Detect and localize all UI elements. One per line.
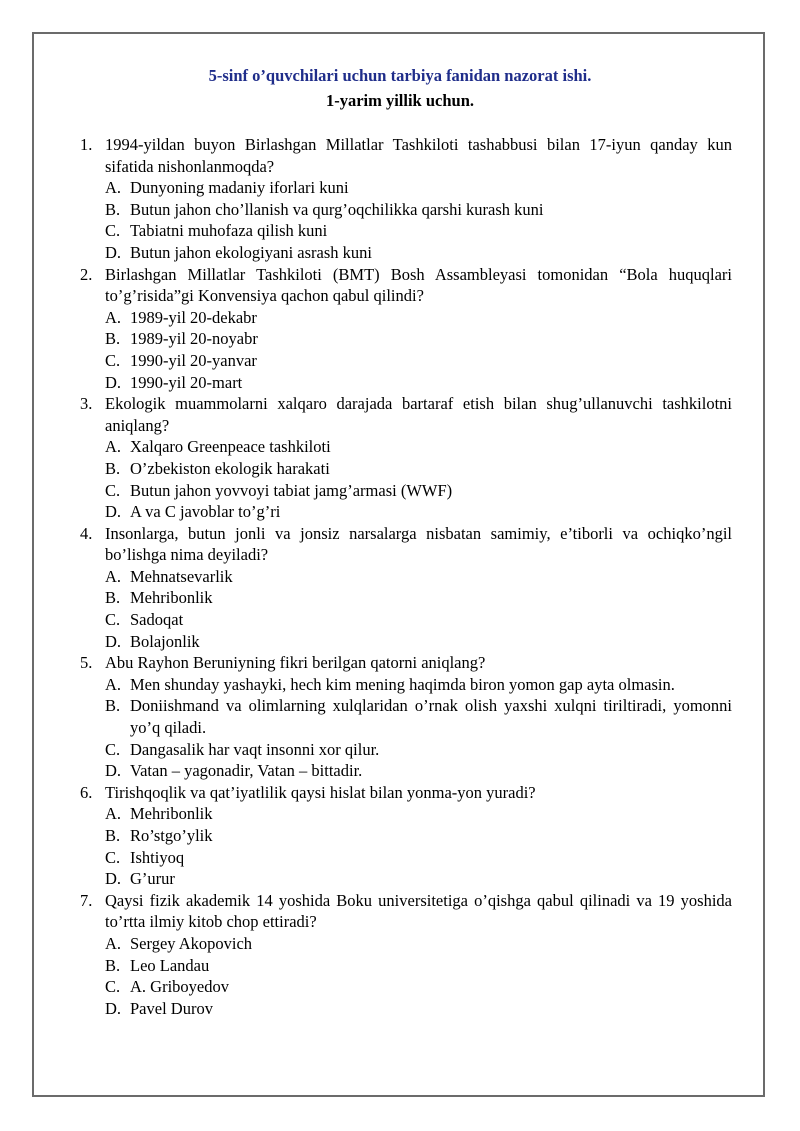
option-text: 1989-yil 20-noyabr (130, 329, 258, 349)
question-number: 6. (80, 782, 93, 802)
option-letter: A. (105, 933, 122, 953)
option-text: G’urur (130, 869, 175, 889)
option-text: Leo Landau (130, 955, 210, 975)
option-text: Dunyoning madaniy iforlari kuni (130, 178, 349, 198)
question-text: Birlashgan Millatlar Tashkiloti (BMT) Bosh Assambleyasi tomonidan “Bola huquqlari to’g’risida”gi Konvensiya qachon qabul qilindi? (105, 264, 732, 306)
option-letter: B. (105, 199, 121, 219)
question-number: 7. (80, 890, 93, 910)
option-letter: B. (105, 329, 121, 349)
option-text: Mehribonlik (130, 588, 213, 608)
option-letter: D. (105, 631, 122, 651)
question-text: Abu Rayhon Beruniyning fikri berilgan qatorni aniqlang? (105, 653, 486, 673)
question-item (80, 523, 732, 653)
option-letter: A. (105, 804, 122, 824)
answer-option (105, 372, 732, 394)
option-text: O’zbekiston ekologik harakati (130, 458, 330, 478)
option-text: Ishtiyoq (130, 847, 185, 867)
answer-option (105, 177, 732, 199)
option-letter: D. (105, 998, 122, 1018)
option-letter: B. (105, 696, 121, 716)
question-item (80, 890, 732, 1020)
question-item (80, 652, 732, 782)
answer-option (105, 825, 732, 847)
answer-option (105, 436, 732, 458)
option-text: Mehribonlik (130, 804, 213, 824)
question-text: Tirishqoqlik va qat’iyatlilik qaysi hislat bilan yonma-yon yuradi? (105, 782, 536, 802)
option-text: Butun jahon yovvoyi tabiat jamg’armasi (WWF) (130, 480, 453, 500)
answer-option (105, 739, 732, 761)
answer-option (105, 868, 732, 890)
answer-option (105, 847, 732, 869)
option-letter: D. (105, 242, 122, 262)
option-letter: A. (105, 566, 122, 586)
answer-option (105, 566, 732, 588)
question-item (80, 264, 732, 394)
option-letter: C. (105, 977, 121, 997)
option-text: Pavel Durov (130, 998, 213, 1018)
option-letter: A. (105, 307, 122, 327)
answer-option (105, 458, 732, 480)
answer-option (105, 631, 732, 653)
question-number: 2. (80, 264, 93, 284)
option-text: 1989-yil 20-dekabr (130, 307, 257, 327)
option-text: Tabiatni muhofaza qilish kuni (130, 221, 328, 241)
question-item (80, 782, 732, 890)
option-letter: C. (105, 610, 121, 630)
answer-option (105, 307, 732, 329)
page-title: 5-sinf o’quvchilari uchun tarbiya fanidan nazorat ishi. (208, 66, 592, 85)
answer-option (105, 501, 732, 523)
answer-option (105, 998, 732, 1020)
answer-option (105, 199, 732, 221)
option-text: A. Griboyedov (130, 977, 229, 997)
answer-option (105, 803, 732, 825)
option-letter: B. (105, 588, 121, 608)
option-letter: D. (105, 372, 122, 392)
question-text: Insonlarga, butun jonli va jonsiz narsalarga nisbatan samimiy, e’tiborli va ochiqko’ngil bo’lishga nima deyiladi? (105, 523, 732, 565)
option-letter: D. (105, 869, 122, 889)
option-text: Men shunday yashayki, hech kim mening haqimda biron yomon gap ayta olmasin. (130, 674, 675, 694)
answer-option (105, 760, 732, 782)
answer-option (105, 242, 732, 264)
option-letter: B. (105, 826, 121, 845)
option-letter: C. (105, 480, 121, 500)
answer-option (105, 695, 732, 738)
answer-option (105, 328, 732, 350)
option-text: Vatan – yagonadir, Vatan – bittadir. (130, 761, 363, 781)
option-text: Butun jahon cho’llanish va qurg’oqchilikka qarshi kurash kuni (130, 199, 544, 219)
option-letter: A. (105, 178, 122, 198)
answer-option (105, 933, 732, 955)
option-letter: B. (105, 955, 121, 975)
option-letter: D. (105, 761, 122, 781)
option-text: Mehnatsevarlik (130, 566, 233, 586)
question-text: 1994-yildan buyon Birlashgan Millatlar Tashkiloti tashabbusi bilan 17-iyun qanday kun sifatida nishonlanmoqda? (105, 135, 732, 176)
answer-option (105, 480, 732, 502)
answer-option (105, 587, 732, 609)
answer-option (105, 976, 732, 998)
answer-option (105, 350, 732, 372)
question-number: 1. (80, 135, 93, 154)
option-text: A va C javoblar to’g’ri (130, 502, 281, 522)
question-item (80, 393, 732, 523)
option-letter: A. (105, 437, 122, 457)
question-text: Qaysi fizik akademik 14 yoshida Boku universitetiga o’qishga qabul qilinadi va 19 yoshida to’rtta ilmiy kitob chop ettiradi? (105, 890, 732, 932)
option-text: Sergey Akopovich (130, 933, 253, 953)
option-letter: C. (105, 739, 121, 759)
option-text: Xalqaro Greenpeace tashkiloti (130, 437, 331, 457)
option-letter: A. (105, 674, 122, 694)
answer-option (105, 955, 732, 977)
option-letter: C. (105, 350, 121, 370)
option-text: Ro’stgo’ylik (130, 826, 213, 845)
option-text: Sadoqat (130, 610, 184, 630)
page-subtitle: 1-yarim yillik uchun. (325, 91, 475, 110)
option-letter: B. (105, 458, 121, 478)
option-text: 1990-yil 20-mart (130, 372, 243, 392)
question-text: Ekologik muammolarni xalqaro darajada bartaraf etish bilan shug’ullanuvchi tashkilotni aniqlang? (105, 394, 732, 435)
option-text: 1990-yil 20-yanvar (130, 350, 257, 370)
option-letter: D. (105, 502, 122, 522)
answer-option (105, 220, 732, 242)
question-item (80, 134, 732, 264)
option-letter: C. (105, 847, 121, 867)
question-number: 5. (80, 653, 93, 673)
question-list (80, 134, 732, 1019)
answer-option (105, 609, 732, 631)
question-number: 4. (80, 523, 93, 543)
option-text: Butun jahon ekologiyani asrash kuni (130, 242, 372, 262)
option-text: Dangasalik har vaqt insonni xor qilur. (130, 739, 380, 759)
answer-option (105, 674, 732, 696)
question-number: 3. (80, 394, 93, 414)
option-text: Bolajonlik (130, 631, 200, 651)
option-text: Doniishmand va olimlarning xulqlaridan o’rnak olish yaxshi xulqni tiriltiradi, yomonni yo’q qiladi. (130, 696, 732, 738)
option-letter: C. (105, 221, 121, 241)
